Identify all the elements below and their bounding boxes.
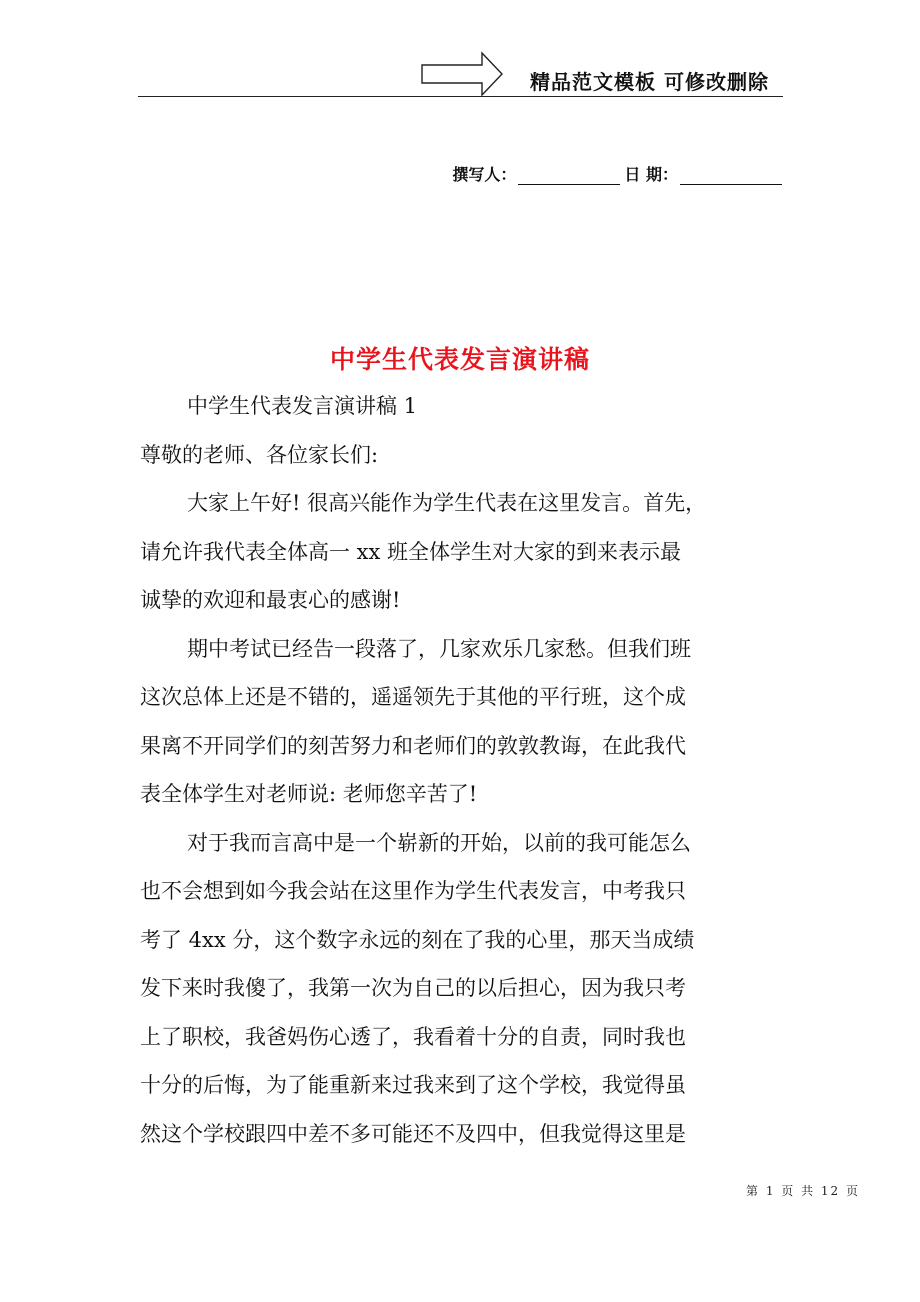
body-line: 对于我而言高中是一个崭新的开始，以前的我可能怎么 xyxy=(187,830,691,855)
byline xyxy=(452,162,782,185)
right-arrow-outline-icon xyxy=(420,50,506,98)
body-line: 诚挚的欢迎和最衷心的感谢! xyxy=(140,588,401,612)
page-number: 第 1 页 共 12 页 xyxy=(746,1184,860,1198)
greeting: 尊敬的老师、各位家长们: xyxy=(140,442,379,467)
body-line: 也不会想到如今我会站在这里作为学生代表发言，中考我只 xyxy=(140,879,686,903)
header-divider xyxy=(138,96,783,97)
header-title: 精品范文模板 可修改删除 xyxy=(530,70,769,94)
body-line: 表全体学生对老师说: 老师您辛苦了! xyxy=(140,782,478,806)
body-line: 期中考试已经告一段落了，几家欢乐几家愁。但我们班 xyxy=(187,636,691,661)
date-label: 日 期： xyxy=(624,165,678,184)
body-line: 然这个学校跟四中差不多可能还不及四中，但我觉得这里是 xyxy=(140,1121,686,1146)
body-line: 大家上午好! 很高兴能作为学生代表在这里发言。首先， xyxy=(187,491,707,515)
body-line: 果离不开同学们的刻苦努力和老师们的敦敦教诲，在此我代 xyxy=(140,733,686,758)
document-title: 中学生代表发言演讲稿 xyxy=(329,345,590,374)
author-label: 撰写人： xyxy=(452,165,517,184)
author-blank xyxy=(518,168,620,185)
date-blank xyxy=(680,168,782,185)
body-line: 请允许我代表全体高一 xx 班全体学生对大家的到来表示最 xyxy=(140,539,682,564)
body-line: 考了 4xx 分，这个数字永远的刻在了我的心里，那天当成绩 xyxy=(140,927,695,952)
body-line: 这次总体上还是不错的，遥遥领先于其他的平行班，这个成 xyxy=(140,685,686,709)
document-subtitle: 中学生代表发言演讲稿 1 xyxy=(187,394,418,418)
body-line: 上了职校，我爸妈伤心透了，我看着十分的自责，同时我也 xyxy=(140,1024,686,1049)
body-line: 发下来时我傻了，我第一次为自己的以后担心，因为我只考 xyxy=(140,976,686,1000)
document-body xyxy=(140,384,783,1160)
body-line: 十分的后悔，为了能重新来过我来到了这个学校，我觉得虽 xyxy=(140,1073,686,1097)
